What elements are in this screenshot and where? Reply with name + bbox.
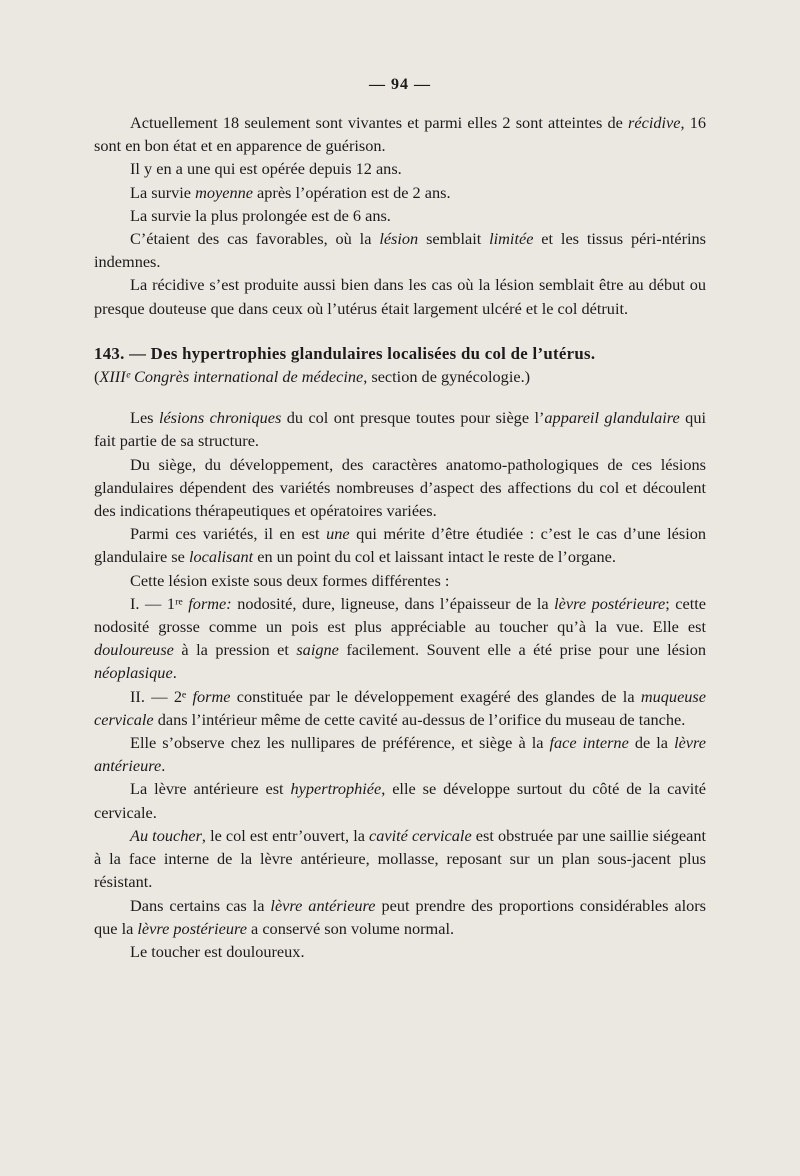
paragraph: C’étaient des cas favorables, où la lésion semblait limitée et les tissus péri-ntérins indemnes. <box>94 229 707 272</box>
paragraph: Les lésions chroniques du col ont presque toutes pour siège l’appareil glandulaire qui fait partie de sa structure. <box>94 408 706 451</box>
paragraph: Du siège, du développement, des caractères anatomo-pathologiques de ces lésions glandulaires dépendent des variétés nombreuses d’aspect des affections du col et découlent des indications thérapeutiques et opératoires variées. <box>94 454 706 521</box>
paragraph: Parmi ces variétés, il en est une qui mérite d’être étudiée : c’est le cas d’une lésion glandulaire se localisant en un point du col et laissant intact le reste de l’organe. <box>94 524 706 567</box>
paragraph: II. — 2ᵉ forme constituée par le développement exagéré des glandes de la muqueuse cervicale dans l’intérieur même de cette cavité au-dessus de l’orifice du museau de tanche. <box>94 686 706 729</box>
paragraph: La lèvre antérieure est hypertrophiée, elle se développe surtout du côté de la cavité cervicale. <box>94 779 707 822</box>
paragraph: Elle s’observe chez les nullipares de préférence, et siège à la face interne de la lèvre antérieure. <box>94 733 706 776</box>
paragraph: I. — 1ʳᵉ forme: nodosité, dure, ligneuse, dans l’épaisseur de la lèvre postérieure; cette nodosité grosse comme un pois est plus appréciable au toucher qu’à la vue. Elle est douloureuse à la pression et saigne facilement. Souvent elle a été prise pour une lésion néoplasique. <box>94 593 707 683</box>
page-number: — 94 — <box>369 76 431 93</box>
paragraph: La survie moyenne après l’opération est de 2 ans. <box>130 182 451 202</box>
section-heading: 143. — Des hypertrophies glandulaires localisées du col de l’utérus. <box>94 343 596 363</box>
paragraph: Actuellement 18 seulement sont vivantes et parmi elles 2 sont atteintes de récidive, 16 sont en bon état et en apparence de guérison. <box>94 113 707 156</box>
body-text <box>94 111 706 963</box>
paragraph: Dans certains cas la lèvre antérieure peut prendre des proportions considérables alors que la lèvre postérieure a conservé son volume normal. <box>94 895 706 938</box>
paragraph: La survie la plus prolongée est de 6 ans. <box>130 205 391 225</box>
paragraph: Au toucher, le col est entr’ouvert, la cavité cervicale est obstruée par une saillie siégeant à la face interne de la lèvre antérieure, mollasse, reposant sur un plan sous-jacent plus résistant. <box>94 825 707 892</box>
paragraph: La récidive s’est produite aussi bien dans les cas où la lésion semblait être au début ou presque douteuse que dans ceux où l’utérus était largement ulcéré et le col détruit. <box>94 275 706 318</box>
paragraph: Il y en a une qui est opérée depuis 12 ans. <box>130 159 402 179</box>
paragraph: Cette lésion existe sous deux formes différentes : <box>130 570 450 590</box>
section-subheading: (XIIIᵉ Congrès international de médecine, section de gynécologie.) <box>94 367 531 387</box>
paragraph: Le toucher est douloureux. <box>130 941 305 961</box>
